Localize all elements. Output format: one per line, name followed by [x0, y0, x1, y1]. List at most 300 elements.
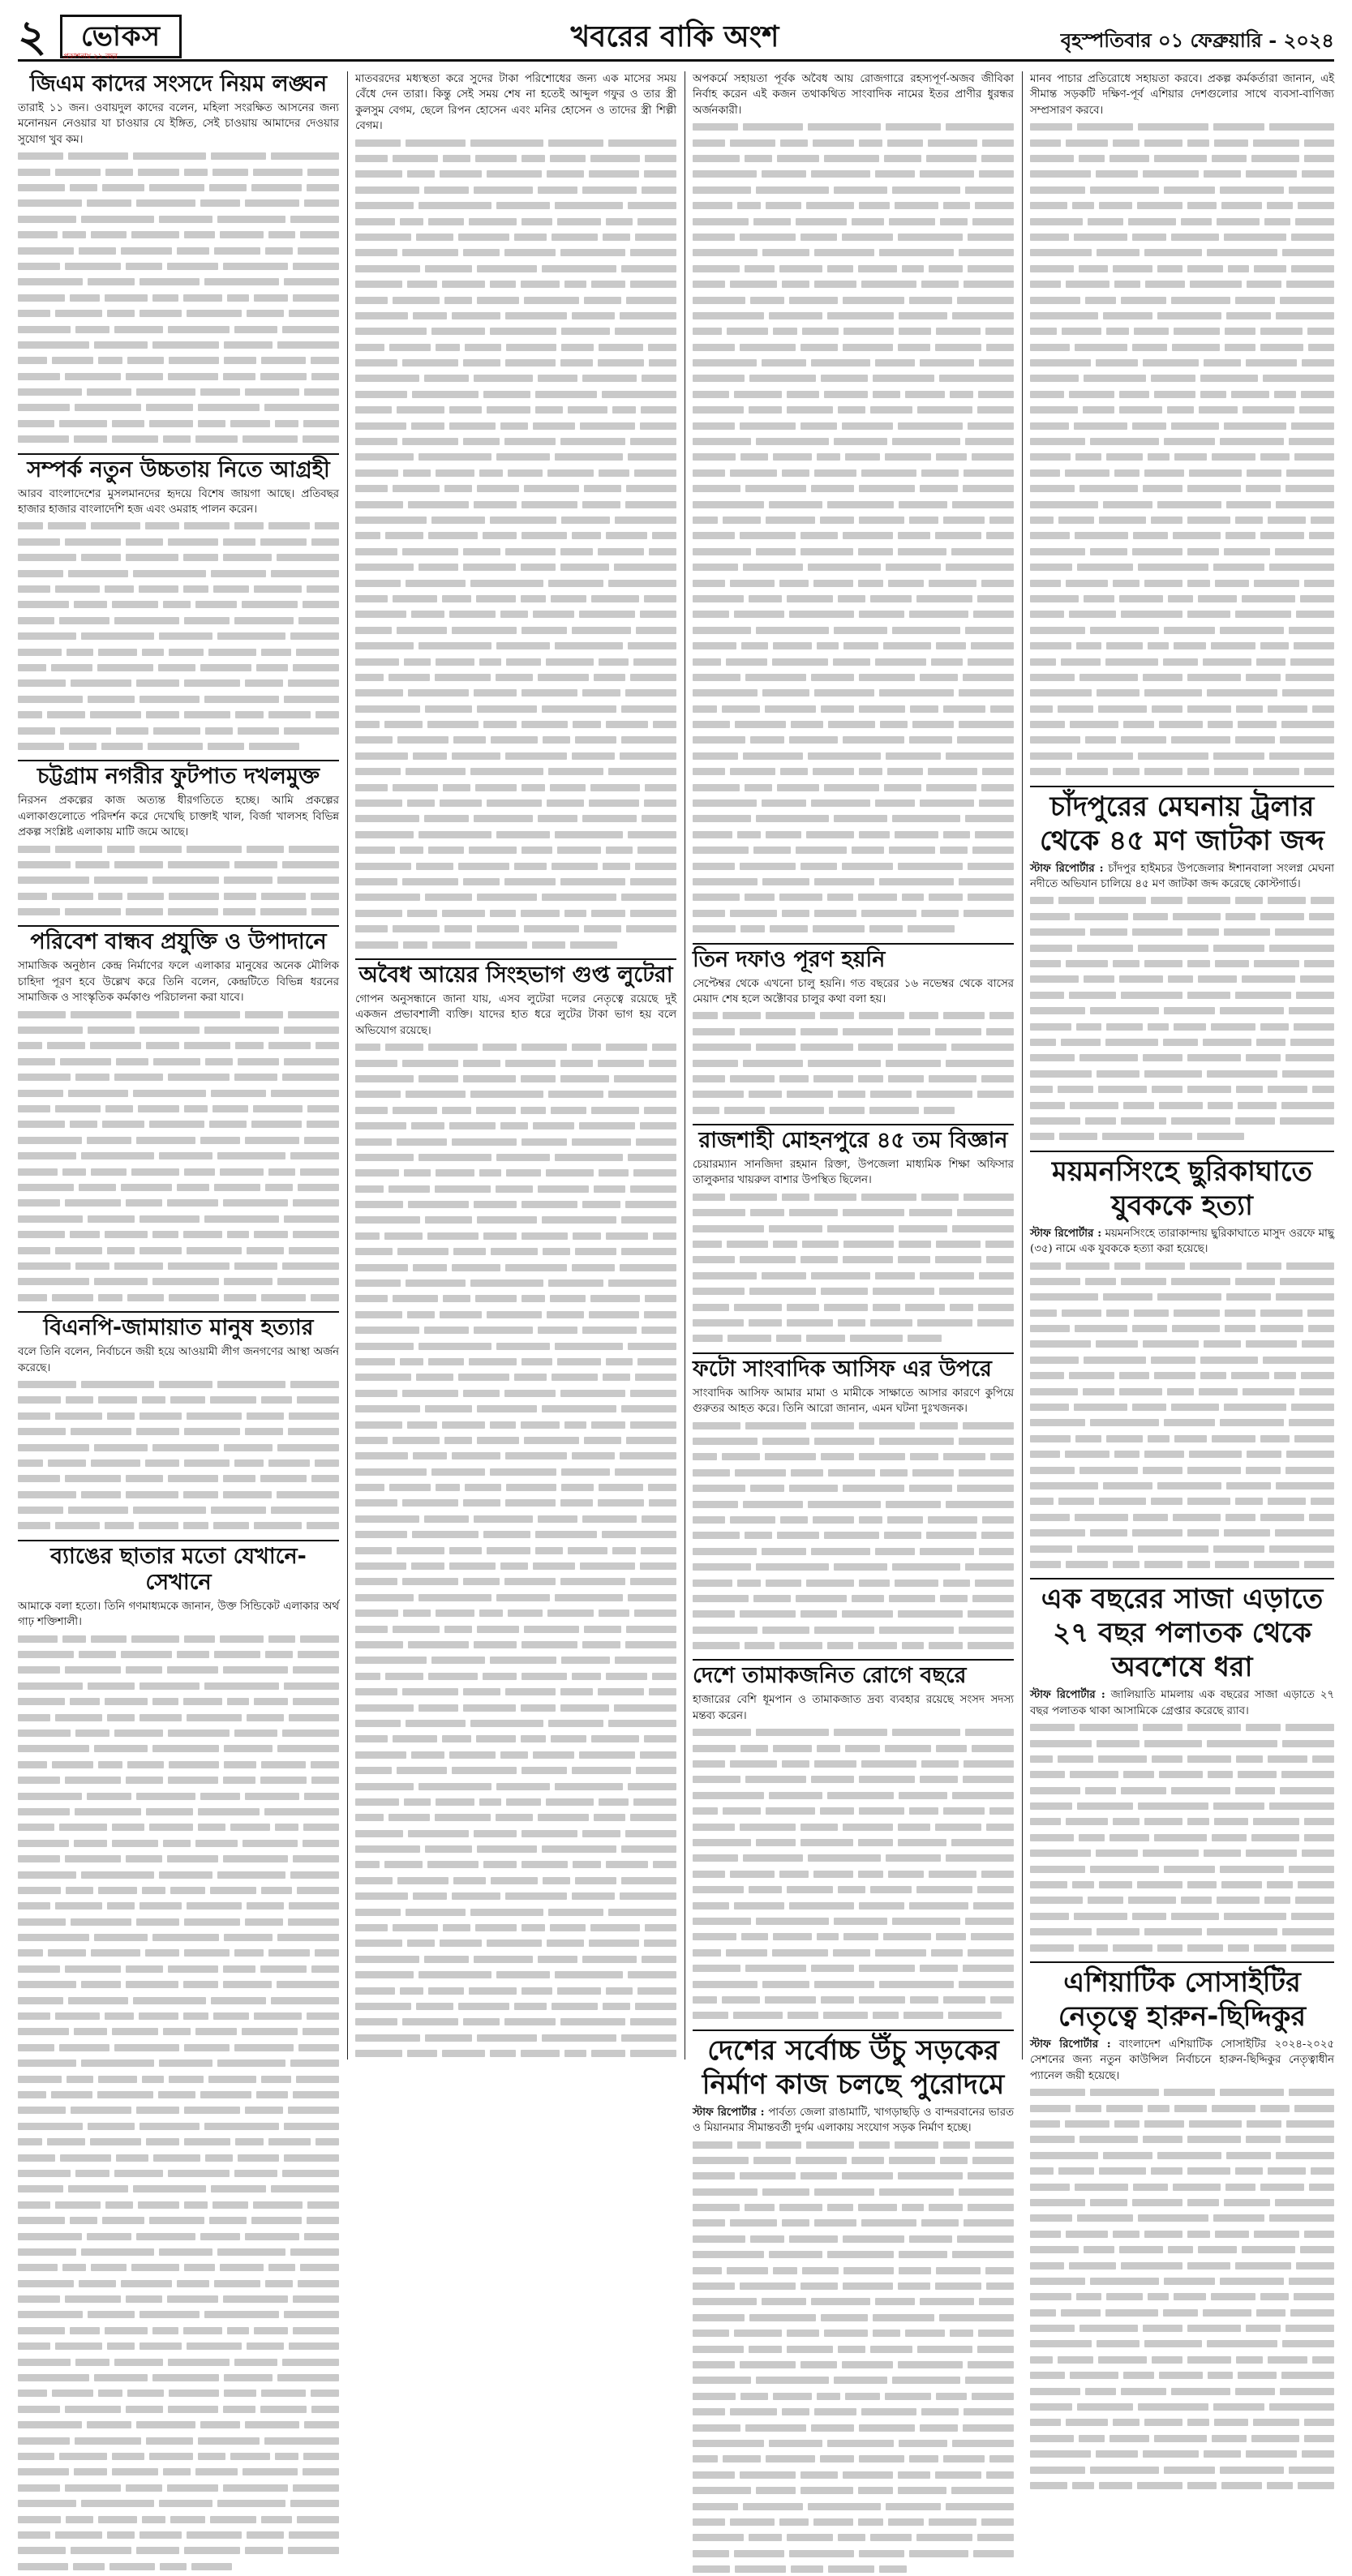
body-text-line [693, 2403, 1014, 2419]
body-text-line [1030, 2084, 1334, 2099]
body-text-line [18, 2180, 339, 2196]
body-text-line [1030, 1002, 1334, 1018]
body-text-line [18, 1772, 339, 1787]
body-text-line [1030, 1892, 1334, 1907]
story-headline[interactable]: জিএম কাদের সংসদে নিয়ম লঙ্ঘন [29, 71, 328, 96]
body-text-line [693, 2293, 1014, 2308]
body-text-line [355, 1904, 676, 1919]
body-text-line [18, 1022, 339, 1037]
body-text-line [355, 1322, 676, 1337]
story-byline: স্টাফ রিপোর্টার : [1030, 862, 1104, 875]
body-text-line [1030, 987, 1334, 1002]
body-text-line [1030, 2226, 1334, 2241]
body-text-line [693, 182, 1014, 197]
body-text-line [18, 1408, 339, 1423]
body-text-line [693, 135, 1014, 150]
body-text-line [693, 810, 1014, 825]
body-text-line [693, 1976, 1014, 1991]
body-text-line [1030, 2288, 1334, 2304]
body-text-line [18, 1517, 339, 1532]
body-text-line [355, 559, 676, 574]
news-story [355, 71, 676, 952]
body-text-line [355, 307, 676, 323]
body-text-line [18, 1470, 339, 1485]
body-text-line [355, 1259, 676, 1275]
body-text-line [1030, 480, 1334, 495]
body-text-line [1030, 716, 1334, 731]
body-text-line [355, 858, 676, 873]
story-headline[interactable]: পরিবেশ বান্ধব প্রযুক্তি ও উপাদানে [18, 925, 339, 955]
body-text-line [355, 1102, 676, 1117]
body-text-line [693, 1991, 1014, 2007]
body-text-line [1030, 955, 1334, 971]
body-text-line [355, 1715, 676, 1730]
body-text-line [693, 622, 1014, 637]
story-headline[interactable]: দেশে তামাকজনিত রোগে বছরে [693, 1659, 1014, 1689]
body-text-line [18, 2369, 339, 2385]
body-text-line [355, 229, 676, 244]
body-text-line [355, 1070, 676, 1086]
body-text-line [693, 527, 1014, 542]
body-text-line [355, 654, 676, 669]
body-text-line [693, 1928, 1014, 1944]
body-text-line [693, 480, 1014, 495]
body-text-line [1030, 386, 1334, 401]
body-text-line [18, 1976, 339, 1991]
body-text-line [1030, 2131, 1334, 2146]
story-lead-text: হাজারের বেশি ধূমপান ও তামাকজাত দ্রব্য ব্যবহার রয়েছে সংসদ সদস্য মন্তব্য করেন। [693, 1694, 1014, 1722]
body-text-line [1030, 2273, 1334, 2288]
column-divider [347, 71, 348, 2060]
body-text-line [18, 1740, 339, 1755]
body-text-line [693, 1251, 1014, 1267]
body-text-line [693, 1448, 1014, 1464]
body-text-line [693, 1543, 1014, 1558]
body-text-line [693, 1496, 1014, 1511]
body-text-line [355, 1479, 676, 1494]
body-text-line [693, 1834, 1014, 1849]
story-lead-text: গোপন অনুসন্ধানে জানা যায়, এসব লুটেরা দলের নেতৃত্বে রয়েছে দুই একজন প্রভাবশালী ব্যক্তি। যাদের হাত ধরে লুটের টাকা ভাগ হয় বলে অভিযোগ রয়েছে। [355, 992, 676, 1037]
body-text-line [355, 779, 676, 795]
story-headline[interactable]: ময়মনসিংহে ছুরিকাঘাতে যুবককে হত্যা [1030, 1151, 1334, 1223]
body-text-line [18, 2511, 339, 2527]
body-text-line [1030, 575, 1334, 590]
body-text-line [355, 1275, 676, 1290]
body-text-line [18, 2086, 339, 2102]
body-text-line [18, 2008, 339, 2023]
body-text-line [355, 669, 676, 684]
body-text-line [355, 150, 676, 165]
body-text-line [18, 1646, 339, 1661]
body-text-line [355, 1400, 676, 1416]
body-text-line [18, 2150, 339, 2165]
body-text-line [693, 213, 1014, 229]
body-text-line [355, 135, 676, 150]
story-byline: স্টাফ রিপোর্টার : [1030, 2038, 1111, 2051]
body-text-line [355, 1872, 676, 1888]
body-text-line [693, 826, 1014, 842]
story-headline[interactable]: বিএনপি-জামায়াত মানুষ হত্যার [18, 1311, 339, 1341]
body-text-line [18, 1867, 339, 1882]
body-text-line [1030, 370, 1334, 385]
body-text-line [1030, 2304, 1334, 2320]
body-text-line [355, 716, 676, 731]
body-text-line [693, 1299, 1014, 1314]
body-text-line [693, 590, 1014, 606]
body-text-line [18, 1376, 339, 1391]
body-text-line [693, 323, 1014, 338]
story-headline[interactable]: এক বছরের সাজা এড়াতে ২৭ বছর পলাতক থেকে অবশেষে ধরা [1030, 1578, 1334, 1684]
news-story [355, 958, 676, 2061]
body-text-line [355, 1762, 676, 1777]
body-text-line [355, 1982, 676, 1998]
news-story [1030, 1578, 1334, 1955]
body-text-line [18, 1678, 339, 1693]
body-text-line [18, 1502, 339, 1517]
body-text-line [18, 2495, 339, 2510]
story-body [18, 793, 339, 840]
body-text-line [355, 1447, 676, 1463]
body-text-line [355, 1668, 676, 1683]
body-text-line [355, 2045, 676, 2060]
body-text-line [355, 418, 676, 433]
body-text-line [693, 2561, 1014, 2576]
body-text-line [18, 1725, 339, 1740]
body-text-line [1030, 1845, 1334, 1860]
body-text-line [18, 2197, 339, 2212]
body-text-line [355, 637, 676, 653]
body-text-line [1030, 1477, 1334, 1493]
body-text-line [693, 779, 1014, 795]
body-text-line [18, 1709, 339, 1725]
body-text-line [18, 1242, 339, 1258]
body-text-line [355, 684, 676, 700]
body-text-line [18, 2354, 339, 2369]
body-text-line [1030, 1065, 1334, 1081]
body-text-line [18, 399, 339, 414]
body-text-line [18, 1944, 339, 1960]
body-text-line [693, 197, 1014, 212]
body-text-line [18, 2228, 339, 2244]
body-text-line [693, 606, 1014, 621]
body-text-line [1030, 244, 1334, 259]
body-text-line [355, 748, 676, 763]
body-text-line [18, 1116, 339, 1131]
story-headline[interactable]: চট্টগ্রাম নগরীর ফুটপাত দখলমুক্ত [18, 760, 339, 790]
body-text-line [18, 1819, 339, 1834]
body-text-line [693, 165, 1014, 181]
body-text-line [1030, 2351, 1334, 2367]
body-text-line [1030, 1735, 1334, 1751]
body-text-line [1030, 2383, 1334, 2398]
body-text-line [18, 1897, 339, 1913]
body-text-line [1030, 908, 1334, 924]
story-body [1030, 1226, 1334, 1258]
body-text-line [18, 336, 339, 352]
body-text-line [18, 2558, 339, 2574]
news-story [1030, 1961, 1334, 2492]
body-text-line [355, 496, 676, 512]
body-text-line [18, 211, 339, 226]
body-text-line [693, 1464, 1014, 1480]
body-text-line [693, 118, 1014, 134]
body-text-line [18, 1037, 339, 1052]
body-text-line [1030, 892, 1334, 907]
body-text-line [1030, 2147, 1334, 2162]
body-text-line [1030, 2162, 1334, 2178]
story-body [18, 1599, 339, 1631]
body-text-line [1030, 1034, 1334, 1049]
body-text-line [693, 2007, 1014, 2022]
body-text-line [693, 418, 1014, 433]
body-text-line [18, 628, 339, 643]
body-text-line [693, 1881, 1014, 1897]
body-text-line [1030, 763, 1334, 778]
body-text-line [693, 307, 1014, 323]
body-text-line [18, 1803, 339, 1819]
body-text-line [1030, 1556, 1334, 1571]
story-body [693, 1157, 1014, 1189]
body-text-line [693, 244, 1014, 259]
body-text-line [1030, 323, 1334, 338]
body-text-line [355, 276, 676, 291]
story-headline[interactable]: চাঁদপুরের মেঘনায় ট্রলার থেকে ৪৫ মণ জাটকা জব্দ [1030, 786, 1334, 858]
story-body [693, 71, 1014, 118]
body-text-line [18, 1423, 339, 1438]
story-lead-text: জালিয়াতি মামলায় এক বছরের সাজা এড়াতে ২৭ বছর পলাতক থাকা আসামিকে গ্রেপ্তার করেছে র‍্যাব। [1030, 1689, 1334, 1717]
section-title: খবরের বাকি অংশ [570, 19, 779, 54]
news-story [1030, 786, 1334, 1144]
body-text-line [355, 182, 676, 197]
body-text-line [355, 842, 676, 857]
story-byline: স্টাফ রিপোর্টার : [693, 2106, 765, 2119]
body-text-line [18, 352, 339, 367]
body-text-line [18, 1882, 339, 1897]
story-lead-text: অপকর্মে সহায়তা পূর্বক অবৈধ আয় রোজগারে রহস্যপূর্ণ-অজব জীবিকা নির্বাহ করেন এই কজন তথাকথিত সাংবাদিক নামের ইতর প্রাণীর ধুরন্ধর অর্জনকারী। [693, 73, 1014, 117]
body-text-line [693, 2514, 1014, 2529]
body-text-line [693, 1622, 1014, 1637]
body-text-line [1030, 2179, 1334, 2194]
body-text-line [18, 384, 339, 399]
body-text-line [1030, 1861, 1334, 1876]
body-text-line [355, 1542, 676, 1558]
body-text-line [355, 370, 676, 385]
body-text-line [693, 229, 1014, 244]
body-text-line [693, 2388, 1014, 2403]
body-text-line [18, 2401, 339, 2416]
body-text-line [1030, 971, 1334, 986]
body-text-line [1030, 2320, 1334, 2335]
body-text-line [355, 905, 676, 920]
body-text-line [18, 305, 339, 320]
story-lead-text: মানব পাচার প্রতিরোধে সহায়তা করবে। প্রকল্প কর্মকর্তারা জানান, এই সীমান্ত সড়কটি দক্ষিণ-পূর্ব এশিয়ার দেশগুলোর সাথে ব্যবসা-বাণিজ্য সম্প্রসারণ করবে। [1030, 73, 1334, 117]
body-text-line [18, 2212, 339, 2227]
body-text-line [355, 1243, 676, 1258]
body-text-line [355, 448, 676, 464]
body-text-line [355, 1951, 676, 1966]
page-number: ২ [18, 10, 47, 62]
body-text-line [18, 2385, 339, 2400]
body-text-line [1030, 433, 1334, 448]
body-text-line [18, 431, 339, 446]
body-text-line [355, 701, 676, 716]
body-text-line [1030, 1112, 1334, 1128]
body-text-line [693, 2152, 1014, 2167]
body-text-line [18, 2432, 339, 2448]
body-text-line [18, 596, 339, 611]
body-text-line [1030, 637, 1334, 653]
body-text-line [18, 1164, 339, 1179]
body-text-line [355, 606, 676, 621]
body-text-line [18, 195, 339, 210]
story-body [355, 71, 676, 135]
body-text-line [693, 1590, 1014, 1605]
body-text-line [355, 1573, 676, 1588]
body-text-line [355, 480, 676, 495]
body-text-line [355, 873, 676, 889]
story-body [18, 1344, 339, 1376]
body-text-line [693, 465, 1014, 480]
body-text-line [1030, 1446, 1334, 1461]
body-text-line [18, 1961, 339, 1976]
story-headline[interactable]: দেশের সর্বোচ্চ উঁচু সড়কের নির্মাণ কাজ চলছে পুরোদমে [693, 2030, 1014, 2102]
body-text-line [18, 549, 339, 564]
body-text-line [693, 1558, 1014, 1574]
body-text-line [1030, 2430, 1334, 2445]
body-text-line [355, 1747, 676, 1762]
body-text-line [1030, 2257, 1334, 2273]
body-text-line [693, 1007, 1014, 1022]
story-headline[interactable]: এশিয়াটিক সোসাইটির নেতৃত্বে হারুন-ছিদ্দিকুর [1030, 1961, 1334, 2034]
body-text-line [355, 1417, 676, 1432]
body-text-line [355, 1494, 676, 1510]
body-text-line [693, 2325, 1014, 2340]
news-story [18, 760, 339, 919]
body-text-line [18, 872, 339, 887]
body-text-line [355, 1338, 676, 1353]
story-lead-text: চেয়ারম্যান সানজিদা রহমান রিক্তা, উপজেলা মাধ্যমিক শিক্ষা অফিসার তালুকদার খায়রুল বাশার উপস্থিত ছিলেন। [693, 1159, 1014, 1187]
story-headline[interactable]: রাজশাহী মোহনপুরে ৪৫ তম বিজ্ঞান [693, 1124, 1014, 1154]
body-text-line [355, 1652, 676, 1667]
body-text-line [1030, 401, 1334, 417]
body-text-line [693, 2529, 1014, 2544]
body-text-line [693, 1724, 1014, 1739]
body-text-line [1030, 2367, 1334, 2382]
body-text-line [18, 1006, 339, 1022]
body-text-line [18, 675, 339, 690]
story-headline[interactable]: অবৈধ আয়ের সিংহভাগ গুপ্ত লুটেরা [355, 958, 676, 988]
body-text-line [355, 1511, 676, 1526]
story-lead-text: সামাজিক অনুষ্ঠান কেন্দ্র নির্মাণের ফলে এলাকার মানুষের অনেক মৌলিক চাহিদা পূরণ হবে উল্লেখ করে তিনি বলেন, কেন্দ্রটিতে বিভিন্ন ধরনের সামাজিক ও সাংস্কৃতিক কর্মকাণ্ড পরিচালনা করা যাবে। [18, 960, 339, 1005]
body-text-line [693, 2498, 1014, 2514]
body-text-line [18, 2102, 339, 2117]
body-text-line [18, 2259, 339, 2274]
body-text-line [355, 810, 676, 825]
body-text-line [693, 2372, 1014, 2387]
body-text-line [18, 644, 339, 659]
body-text-line [355, 354, 676, 370]
body-text-line [693, 2167, 1014, 2183]
body-text-line [355, 1589, 676, 1605]
body-text-line [355, 920, 676, 936]
story-lead-text: আমাকে বলা হতো। তিনি গণমাধ্যমকে জানান, উক্ত সিন্ডিকেট এলাকার অর্থ গাঢ় শক্তিশালী। [18, 1600, 339, 1629]
body-text-line [693, 1204, 1014, 1219]
body-text-line [1030, 2100, 1334, 2115]
news-story [18, 1311, 339, 1533]
body-text-line [355, 197, 676, 212]
body-text-line [355, 1856, 676, 1871]
body-text-line [18, 581, 339, 596]
story-body [693, 1692, 1014, 1724]
body-text-line [1030, 1335, 1334, 1351]
body-text-line [1030, 669, 1334, 684]
story-headline[interactable]: তিন দফাও পূরণ হয়নি [693, 943, 1014, 973]
body-text-line [1030, 2477, 1334, 2492]
body-text-line [1030, 1719, 1334, 1734]
body-text-line [1030, 1097, 1334, 1112]
body-text-line [1030, 590, 1334, 606]
body-text-line [18, 1085, 339, 1100]
body-text-line [1030, 1462, 1334, 1477]
body-text-line [18, 2306, 339, 2321]
body-text-line [355, 1353, 676, 1369]
body-text-line [693, 1236, 1014, 1251]
body-text-line [18, 1258, 339, 1273]
story-headline[interactable]: ফটো সাংবাদিক আসিফ এর উপরে [693, 1352, 1014, 1382]
story-headline[interactable]: ব্যাঙের ছাতার মতো যেখানে-সেখানে [18, 1540, 339, 1596]
body-text-line [1030, 1493, 1334, 1508]
body-text-line [18, 1211, 339, 1226]
body-text-line [693, 339, 1014, 354]
body-text-line [18, 1756, 339, 1772]
body-text-line [1030, 1766, 1334, 1781]
body-text-line [693, 1433, 1014, 1448]
body-text-line [355, 590, 676, 606]
body-text-line [18, 1147, 339, 1163]
body-text-line [1030, 1751, 1334, 1766]
body-text-line [1030, 559, 1334, 574]
news-story [18, 925, 339, 1305]
body-text-line [18, 2463, 339, 2479]
story-headline[interactable]: সম্পর্ক নতুন উচ্চতায় নিতে আগ্রহী [18, 453, 339, 483]
body-text-line [693, 276, 1014, 291]
body-text-line [1030, 2462, 1334, 2477]
body-text-line [355, 1039, 676, 1054]
body-text-line [18, 2448, 339, 2463]
body-text-line [693, 260, 1014, 276]
body-text-line [18, 706, 339, 722]
body-text-line [1030, 1541, 1334, 1556]
body-text-line [18, 841, 339, 856]
body-text-line [693, 1314, 1014, 1330]
body-text-line [693, 1511, 1014, 1527]
body-text-line [1030, 1829, 1334, 1845]
body-text-line [18, 1439, 339, 1455]
body-text-line [355, 1306, 676, 1322]
body-text-line [18, 242, 339, 258]
body-text-line [355, 2013, 676, 2029]
body-text-line [1030, 1876, 1334, 1892]
body-text-line [693, 354, 1014, 370]
body-text-line [1030, 543, 1334, 559]
body-text-line [18, 2039, 339, 2055]
body-text-line [18, 1455, 339, 1470]
body-text-line [355, 1730, 676, 1746]
body-text-line [1030, 1367, 1334, 1382]
body-text-line [1030, 1399, 1334, 1414]
body-text-line [693, 1267, 1014, 1283]
story-body [18, 486, 339, 518]
